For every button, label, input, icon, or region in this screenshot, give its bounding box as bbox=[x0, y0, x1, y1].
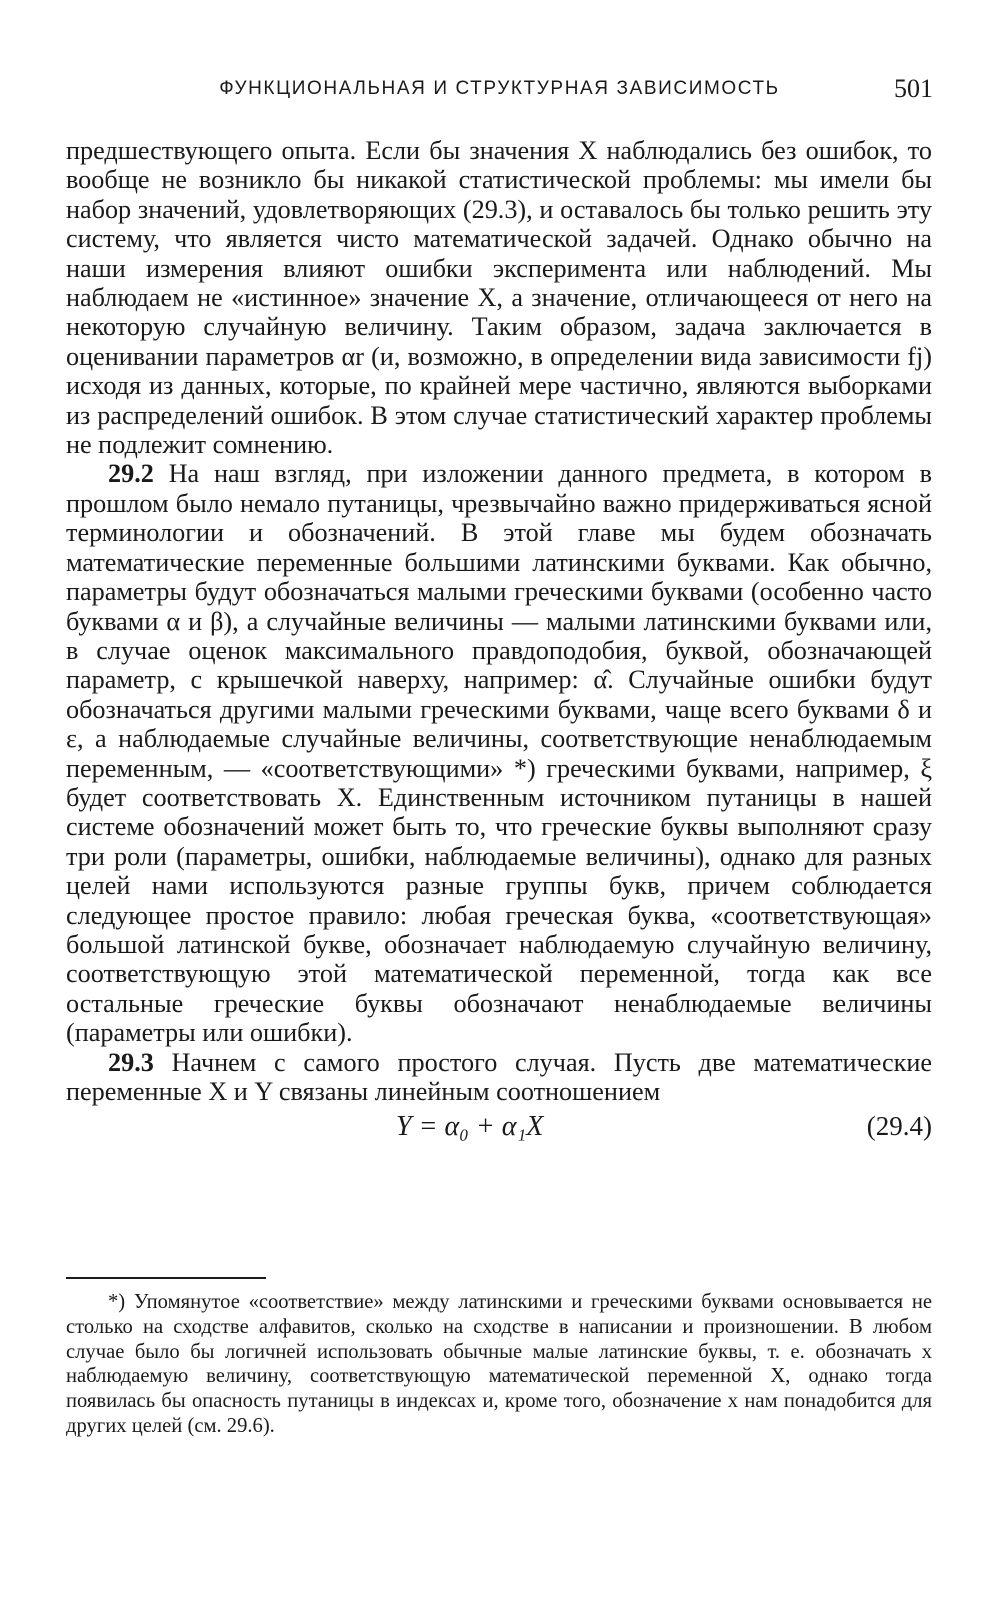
paragraph-29-3 bbox=[66, 1048, 932, 1107]
equation-row bbox=[66, 1108, 932, 1154]
section-number-29-3: 29.3 bbox=[108, 1047, 154, 1077]
running-head bbox=[66, 72, 933, 106]
equation-number: (29.4) bbox=[866, 1111, 932, 1142]
footnote: *) Упомянутое «соответствие» между латинскими и греческими буквами основывается не столько на сходстве алфавитов, сколько на сходстве в написании и произношении. В любом случае было бы логичней использовать обычные малые латинские буквы, т. е. обозначать x наблюдаемую величину, соответствующую математической переменной X, однако тогда появилась бы опасность путаницы в индексах и, кроме того, обозначение x нам понадобится для других целей (см. 29.6). bbox=[66, 1291, 932, 1437]
running-title: ФУНКЦИОНАЛЬНАЯ И СТРУКТУРНАЯ ЗАВИСИМОСТЬ bbox=[219, 78, 780, 99]
section-text-29-3: Начнем с самого простого случая. Пусть две математические переменные X и Y связаны линейным соотношением bbox=[66, 1047, 933, 1106]
body-text bbox=[66, 136, 932, 1154]
equation-29-4: Y = α₀ + α₁X bbox=[396, 1111, 544, 1143]
section-text-29-2: На наш взгляд, при изложении данного предмета, в котором в прошлом было немало путаницы, чрезвычайно важно придерживаться ясной терминологии и обозначений. В этой главе мы будем обозначать математические переменные большими латинскими буквами. Как обычно, параметры будут обозначаться малыми греческими буквами (особенно часто буквами α и β), а случайные величины — малыми латинскими буквами или, в случае оценок максимального правдоподобия, буквой, обозначающей параметр, с крышечкой наверху, например: α̂. Случайные ошибки будут обозначаться другими малыми греческими буквами, чаще всего буквами δ и ε, а наблюдаемые случайные величины, соответствующие ненаблюдаемым переменным, — «соответствующими» *) греческими буквами, например, ξ будет соответствовать X. Единственным источником путаницы в нашей системе обозначений может быть то, что греческие буквы выполняют сразу три роли (параметры, ошибки, наблюдаемые величины), однако для разных целей нами используются разные группы букв, причем соблюдается следующее простое правило: любая греческая буква, «соответствующая» большой латинской букве, обозначает наблюдаемую случайную величину, соответствующую этой математической переменной, тогда как все остальные греческие буквы обозначают ненаблюдаемые величины (параметры или ошибки). bbox=[66, 459, 933, 1048]
page-number: 501 bbox=[894, 74, 933, 103]
paragraph-29-2 bbox=[66, 459, 932, 1047]
section-number-29-2: 29.2 bbox=[108, 459, 154, 489]
paragraph-continuation: предшествующего опыта. Если бы значения X наблюдались без ошибок, то вообще не возникло бы никакой статистической проблемы: мы имели бы набор значений, удовлетворяющих (29.3), и оставалось бы только решить эту систему, что является чисто математической задачей. Однако обычно на наши измерения влияют ошибки эксперимента или наблюдений. Мы наблюдаем не «истинное» значение X, а значение, отличающееся от него на некоторую случайную величину. Таким образом, задача заключается в оценивании параметров αr (и, возможно, в определении вида зависимости fj) исходя из данных, которые, по крайней мере частично, являются выборками из распределений ошибок. В этом случае статистический характер проблемы не подлежит сомнению. bbox=[66, 136, 932, 460]
footnote-divider bbox=[66, 1277, 266, 1279]
